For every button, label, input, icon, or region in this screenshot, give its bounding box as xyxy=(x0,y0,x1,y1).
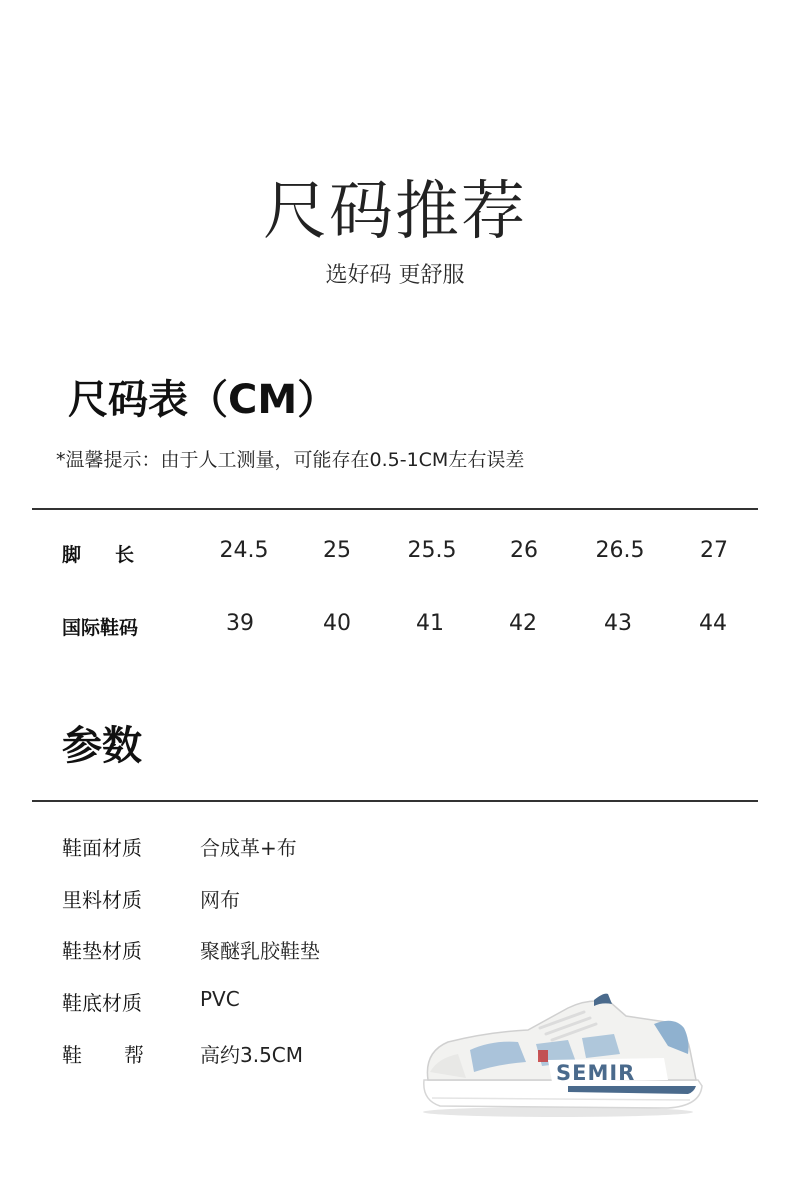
page-title: 尺码推荐 xyxy=(263,175,527,249)
product-shoe-image xyxy=(418,988,708,1124)
divider xyxy=(32,800,758,802)
table-cell: 41 xyxy=(416,611,444,636)
row-label-foot-length: 脚长 xyxy=(62,544,169,566)
table-cell: 27 xyxy=(700,538,728,563)
param-label: 鞋底材质 xyxy=(62,991,142,1015)
param-value: PVC xyxy=(200,987,240,1011)
param-label: 鞋帮 xyxy=(62,1043,186,1067)
table-cell: 25 xyxy=(323,538,351,563)
params-title: 参数 xyxy=(62,723,142,769)
param-value: 合成革+布 xyxy=(200,836,297,860)
size-chart-title: 尺码表（CM） xyxy=(68,377,338,423)
table-cell: 44 xyxy=(699,611,727,636)
divider xyxy=(32,508,758,510)
brand-logo-text: SEMIR xyxy=(556,1061,636,1085)
measurement-note: *温馨提示：由于人工测量，可能存在0.5-1CM左右误差 xyxy=(56,449,525,471)
table-cell: 26.5 xyxy=(595,538,645,563)
table-cell: 40 xyxy=(323,611,351,636)
param-label: 里料材质 xyxy=(62,888,142,912)
table-cell: 26 xyxy=(510,538,538,563)
table-cell: 24.5 xyxy=(219,538,269,563)
table-cell: 42 xyxy=(509,611,537,636)
param-value: 网布 xyxy=(200,888,240,912)
param-value: 聚醚乳胶鞋垫 xyxy=(200,939,320,963)
sneaker-illustration xyxy=(418,988,708,1120)
param-value: 高约3.5CM xyxy=(200,1043,304,1067)
page-subtitle: 选好码 更舒服 xyxy=(325,263,465,288)
param-label: 鞋面材质 xyxy=(62,836,142,860)
table-cell: 43 xyxy=(604,611,632,636)
param-label: 鞋垫材质 xyxy=(62,939,142,963)
table-cell: 25.5 xyxy=(407,538,457,563)
table-cell: 39 xyxy=(226,611,254,636)
row-label-intl-size: 国际鞋码 xyxy=(62,617,139,639)
